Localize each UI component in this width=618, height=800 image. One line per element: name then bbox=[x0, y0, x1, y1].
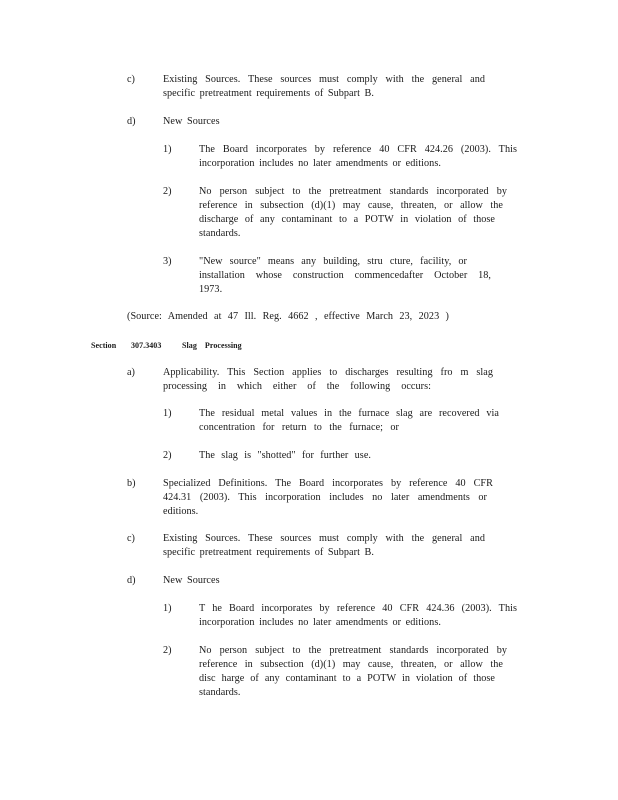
item-d2-heading: New Sources bbox=[163, 575, 220, 586]
subitem-d2-line-1: No person subject to the pretreatment standards incorporated by bbox=[199, 186, 507, 197]
subitem-d1b-line-2: incorporation includes no later amendments or editions. bbox=[199, 617, 441, 628]
subitem-d3-line-2: installation whose construction commencedafter October 18, bbox=[199, 270, 491, 281]
subitem-d2-line-4: standards. bbox=[199, 228, 241, 239]
subitem-d2b-line-4: standards. bbox=[199, 687, 241, 698]
item-b-line-1: Specialized Definitions. The Board incorporates by reference 40 CFR bbox=[163, 478, 493, 489]
item-b-line-3: editions. bbox=[163, 506, 199, 517]
subitem-label-d1-2: 1) bbox=[163, 603, 172, 614]
subitem-a2-line-1: The slag is "shotted" for further use. bbox=[199, 450, 371, 461]
subitem-label-d2: 2) bbox=[163, 186, 172, 197]
subitem-d2b-line-1: No person subject to the pretreatment standards incorporated by bbox=[199, 645, 507, 656]
item-c2-line-2: specific pretreatment requirements of Subpart B. bbox=[163, 547, 374, 558]
item-label-a: a) bbox=[127, 367, 135, 378]
source-note: (Source: Amended at 47 Ill. Reg. 4662 , effective March 23, 2023 ) bbox=[127, 311, 449, 322]
subitem-d3-line-1: "New source" means any building, stru cture, facility, or bbox=[199, 256, 467, 267]
subitem-d2b-line-2: reference in subsection (d)(1) may cause, threaten, or allow the bbox=[199, 659, 503, 670]
item-b-line-2: 424.31 (2003). This incorporation includes no later amendments or bbox=[163, 492, 487, 503]
item-c-line-1: Existing Sources. These sources must comply with the general and bbox=[163, 74, 485, 85]
subitem-d2-line-2: reference in subsection (d)(1) may cause, threaten, or allow the bbox=[199, 200, 503, 211]
section-title: Slag Processing bbox=[182, 341, 242, 350]
item-label-c-2: c) bbox=[127, 533, 135, 544]
item-c2-line-1: Existing Sources. These sources must comply with the general and bbox=[163, 533, 485, 544]
item-label-b: b) bbox=[127, 478, 136, 489]
subitem-label-d3: 3) bbox=[163, 256, 172, 267]
subitem-label-d1: 1) bbox=[163, 144, 172, 155]
subitem-a1-line-1: The residual metal values in the furnace slag are recovered via bbox=[199, 408, 499, 419]
item-label-d: d) bbox=[127, 116, 136, 127]
item-d-heading: New Sources bbox=[163, 116, 220, 127]
subitem-d1-line-1: The Board incorporates by reference 40 CFR 424.26 (2003). This bbox=[199, 144, 517, 155]
subitem-d1-line-2: incorporation includes no later amendments or editions. bbox=[199, 158, 441, 169]
subitem-label-a1: 1) bbox=[163, 408, 172, 419]
section-number: 307.3403 bbox=[131, 341, 162, 350]
subitem-d3-line-3: 1973. bbox=[199, 284, 223, 295]
item-a-line-1: Applicability. This Section applies to discharges resulting fro m slag bbox=[163, 367, 493, 378]
section-label: Section bbox=[91, 341, 117, 350]
subitem-a1-line-2: concentration for return to the furnace; or bbox=[199, 422, 399, 433]
subitem-label-a2: 2) bbox=[163, 450, 172, 461]
subitem-d2b-line-3: disc harge of any contaminant to a POTW in violation of those bbox=[199, 673, 495, 684]
subitem-d1b-line-1: T he Board incorporates by reference 40 CFR 424.36 (2003). This bbox=[199, 603, 517, 614]
subitem-d2-line-3: discharge of any contaminant to a POTW in violation of those bbox=[199, 214, 495, 225]
item-c-line-2: specific pretreatment requirements of Subpart B. bbox=[163, 88, 374, 99]
item-label-d-2: d) bbox=[127, 575, 136, 586]
subitem-label-d2-2: 2) bbox=[163, 645, 172, 656]
item-label-c: c) bbox=[127, 74, 135, 85]
item-a-line-2: processing in which either of the following occurs: bbox=[163, 381, 431, 392]
